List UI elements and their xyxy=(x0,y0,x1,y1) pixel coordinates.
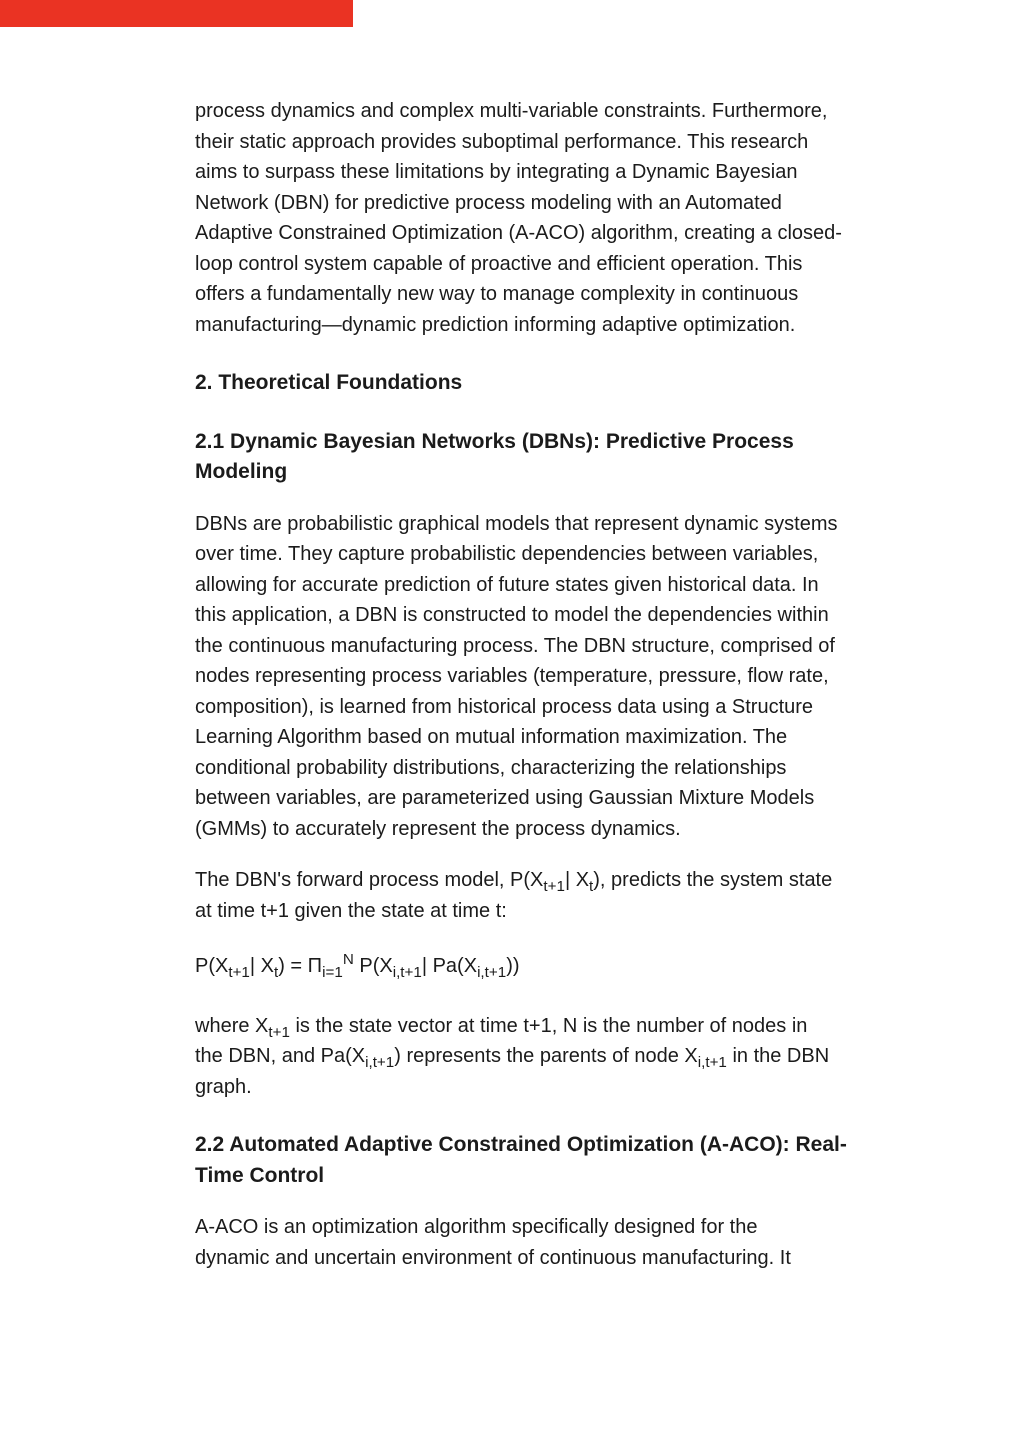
text-segment: Adaptive Constrained Optimization (A-ACO) algorithm, creating a closed- xyxy=(195,222,842,244)
text-segment: Time Control xyxy=(195,1163,325,1187)
subscript-text: i,t+1 xyxy=(697,1054,727,1072)
text-line xyxy=(195,218,855,249)
text-line xyxy=(195,753,855,784)
subscript-text: t+1 xyxy=(268,1023,290,1041)
text-line xyxy=(195,570,855,601)
text-segment: A-ACO is an optimization algorithm specifically designed for the xyxy=(195,1216,758,1238)
text-segment: 2.2 Automated Adaptive Constrained Optimization (A-ACO): Real- xyxy=(195,1133,847,1156)
text-segment: )) xyxy=(506,955,520,977)
subscript-text: t xyxy=(273,964,279,982)
document-body xyxy=(195,96,855,1273)
text-line xyxy=(195,279,855,310)
article-page xyxy=(195,96,855,1294)
text-segment: dynamic and uncertain environment of continuous manufacturing. It xyxy=(195,1246,791,1269)
text-segment: between variables, are parameterized using Gaussian Mixture Models xyxy=(195,787,815,809)
section-heading-theoretical-foundations xyxy=(195,361,855,399)
text-segment: composition), is learned from historical process data using a Structure xyxy=(195,695,814,718)
text-segment: 2. Theoretical Foundations xyxy=(195,371,463,394)
forward-model-paragraph xyxy=(195,865,855,926)
text-line xyxy=(195,865,855,896)
text-segment: 2.1 Dynamic Bayesian Networks (DBNs): Predictive Process xyxy=(195,429,794,453)
text-segment: The DBN's forward process model, P(X xyxy=(195,869,544,891)
text-line xyxy=(195,896,855,927)
text-segment: allowing for accurate prediction of future states given historical data. In xyxy=(195,573,819,596)
text-line xyxy=(195,539,855,570)
text-line xyxy=(195,310,855,341)
text-segment: P(X xyxy=(195,955,229,977)
aaco-description-paragraph xyxy=(195,1212,855,1273)
text-segment: | Pa(X xyxy=(421,955,478,977)
text-segment: is the state vector at time t+1, N is the number of nodes in xyxy=(289,1014,808,1037)
supscript-text: N xyxy=(342,950,354,968)
text-segment: conditional probability distributions, characterizing the relationships xyxy=(195,756,787,779)
text-line xyxy=(195,692,855,723)
text-line xyxy=(195,1130,855,1161)
subscript-text: t+1 xyxy=(228,964,250,982)
text-segment: at time t+1 given the state at time t: xyxy=(195,899,507,922)
text-line xyxy=(195,1212,855,1243)
reading-progress-bar xyxy=(0,0,353,27)
text-line xyxy=(195,1041,855,1072)
text-line xyxy=(195,814,855,845)
text-segment: nodes representing process variables (temperature, pressure, flow rate, xyxy=(195,665,829,687)
intro-paragraph xyxy=(195,96,855,340)
subscript-text: i,t+1 xyxy=(392,964,422,982)
text-line xyxy=(195,368,855,399)
text-line xyxy=(195,457,855,488)
text-segment: Network (DBN) for predictive process modeling with an Automated xyxy=(195,191,782,214)
formula-explanation-paragraph xyxy=(195,1011,855,1103)
text-line xyxy=(195,157,855,188)
text-segment: their static approach provides suboptimal performance. This research xyxy=(195,130,809,153)
text-line xyxy=(195,96,855,127)
subscript-text: t xyxy=(589,878,594,896)
subsection-heading-aaco xyxy=(195,1123,855,1191)
text-segment: the DBN, and Pa(X xyxy=(195,1045,366,1067)
text-segment: DBNs are probabilistic graphical models that represent dynamic systems xyxy=(195,512,838,535)
text-segment: Modeling xyxy=(195,460,288,483)
text-line xyxy=(195,1011,855,1042)
text-line xyxy=(195,249,855,280)
text-segment: the continuous manufacturing process. The DBN structure, comprised of xyxy=(195,634,835,657)
text-segment: over time. They capture probabilistic dependencies between variables, xyxy=(195,543,819,565)
text-segment: in the DBN xyxy=(726,1045,830,1067)
text-line xyxy=(195,631,855,662)
dbn-forward-formula xyxy=(195,947,855,990)
text-segment: graph. xyxy=(195,1075,252,1098)
text-segment: | X xyxy=(564,869,590,891)
dbn-description-paragraph xyxy=(195,509,855,845)
text-line xyxy=(195,1072,855,1103)
text-line xyxy=(195,1243,855,1274)
text-segment: | X xyxy=(249,955,274,977)
text-segment: where X xyxy=(195,1014,269,1037)
subscript-text: i,t+1 xyxy=(477,964,507,982)
text-segment: process dynamics and complex multi-variable constraints. Furthermore, xyxy=(195,100,828,122)
text-line xyxy=(195,127,855,158)
text-line xyxy=(195,722,855,753)
text-line xyxy=(195,783,855,814)
text-segment: ) represents the parents of node X xyxy=(394,1045,698,1067)
text-line xyxy=(195,951,855,982)
text-segment: (GMMs) to accurately represent the process dynamics. xyxy=(195,817,681,840)
text-segment: this application, a DBN is constructed to model the dependencies within xyxy=(195,604,829,626)
text-segment: ) = Π xyxy=(278,955,323,977)
text-line xyxy=(195,509,855,540)
subscript-text: i,t+1 xyxy=(365,1054,395,1072)
text-segment: manufacturing—dynamic prediction informing adaptive optimization. xyxy=(195,313,796,336)
subscript-text: i=1 xyxy=(322,964,343,982)
subsection-heading-dbns xyxy=(195,420,855,488)
text-line xyxy=(195,661,855,692)
text-line xyxy=(195,600,855,631)
text-segment: offers a fundamentally new way to manage complexity in continuous xyxy=(195,283,799,305)
text-segment: ), predicts the system state xyxy=(593,869,833,891)
text-line xyxy=(195,188,855,219)
subscript-text: t+1 xyxy=(543,878,565,896)
text-segment: aims to surpass these limitations by integrating a Dynamic Bayesian xyxy=(195,161,798,183)
text-segment: P(X xyxy=(353,955,393,977)
text-line xyxy=(195,1161,855,1192)
text-segment: Learning Algorithm based on mutual information maximization. The xyxy=(195,726,788,748)
text-line xyxy=(195,427,855,458)
text-segment: loop control system capable of proactive and efficient operation. This xyxy=(195,252,803,275)
